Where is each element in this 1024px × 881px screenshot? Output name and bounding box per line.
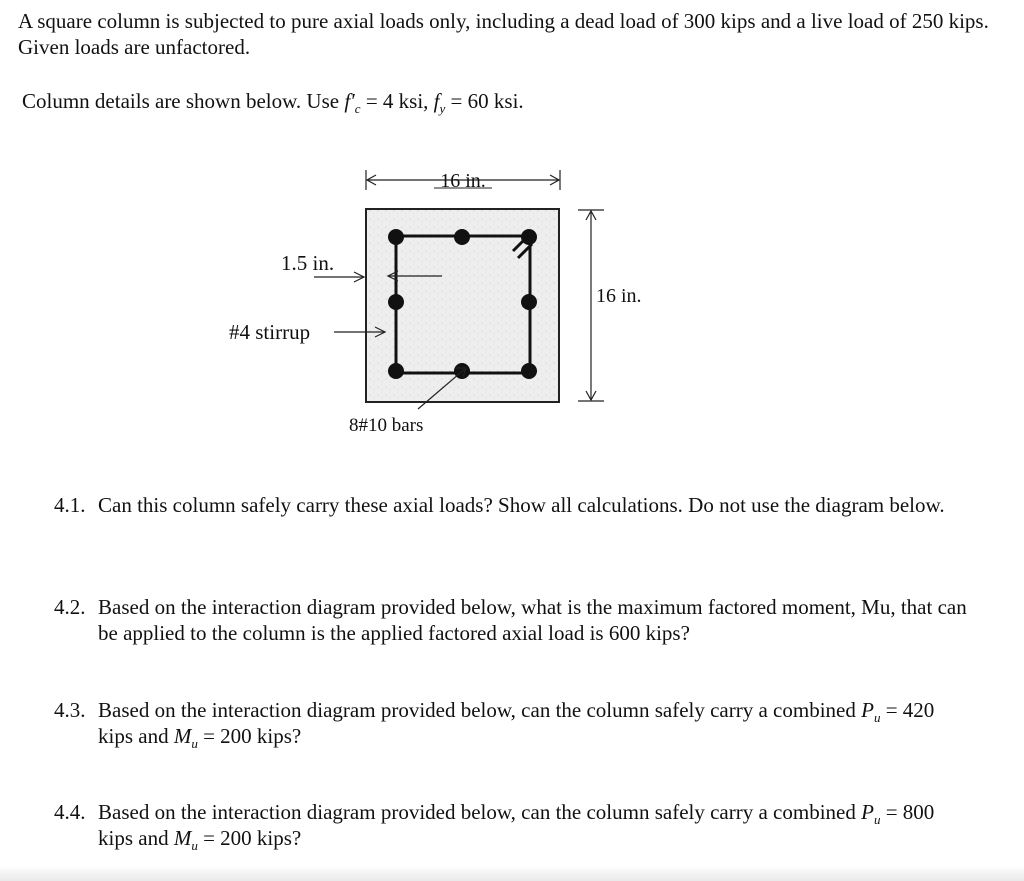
question-text bbox=[98, 697, 974, 752]
mu-value: = 200 kips? bbox=[197, 826, 302, 850]
width-label: 16 in. bbox=[440, 170, 486, 192]
fy-subscript: y bbox=[439, 101, 446, 117]
fc-symbol: f′ bbox=[344, 89, 355, 113]
question-number: 4.1. bbox=[54, 493, 86, 517]
question-text: Can this column safely carry these axial loads? Show all calculations. Do not use the diagram below. bbox=[98, 493, 945, 517]
height-label: 16 in. bbox=[596, 285, 642, 307]
column-details-line bbox=[22, 88, 1012, 117]
question-text-lead: Based on the interaction diagram provided below, can the column safely carry a combined bbox=[98, 698, 862, 722]
question-number: 4.2. bbox=[54, 595, 86, 619]
question-number: 4.4. bbox=[54, 800, 86, 824]
stirrup-leader-arrow bbox=[334, 327, 385, 337]
question-4-2 bbox=[54, 594, 974, 646]
mu-symbol: M bbox=[173, 724, 192, 748]
fy-value: = 60 ksi. bbox=[445, 89, 524, 113]
pu-subscript: u bbox=[873, 710, 881, 726]
pu-value: = 420 kips and bbox=[98, 698, 935, 748]
pu-subscript: u bbox=[873, 812, 881, 828]
stirrup-label: #4 stirrup bbox=[229, 320, 311, 344]
rebar bbox=[388, 294, 404, 310]
question-4-3 bbox=[54, 697, 974, 752]
details-prefix: Column details are shown below. Use bbox=[22, 89, 345, 113]
mu-value: = 200 kips? bbox=[197, 724, 302, 748]
mu-subscript: u bbox=[191, 838, 198, 854]
fc-value: = 4 ksi, bbox=[360, 89, 434, 113]
pu-symbol: P bbox=[861, 698, 874, 722]
question-text-lead: Based on the interaction diagram provided below, can the column safely carry a combined bbox=[98, 800, 862, 824]
pu-value: = 800 kips and bbox=[98, 800, 935, 850]
fy-symbol: f bbox=[433, 89, 440, 113]
question-text: Based on the interaction diagram provided below, what is the maximum factored moment, Mu, that can be applied to the column is the applied factored axial load is 600 kips? bbox=[98, 595, 967, 645]
rebar bbox=[388, 363, 404, 379]
question-number: 4.3. bbox=[54, 698, 86, 722]
mu-symbol: M bbox=[173, 826, 192, 850]
pu-symbol: P bbox=[861, 800, 874, 824]
bottom-edge-shade bbox=[0, 866, 1024, 881]
question-4-1 bbox=[54, 492, 974, 518]
bars-label: 8#10 bars bbox=[349, 415, 424, 436]
problem-statement: A square column is subjected to pure axial loads only, including a dead load of 300 kips and a live load of 250 kips. Given loads are unfactored. bbox=[18, 9, 989, 59]
rebar bbox=[454, 229, 470, 245]
column-cross-section-figure bbox=[210, 160, 642, 450]
rebar bbox=[521, 229, 537, 245]
cover-label: 1.5 in. bbox=[281, 251, 335, 275]
mu-subscript: u bbox=[191, 736, 198, 752]
question-4-4 bbox=[54, 799, 974, 854]
question-text bbox=[98, 799, 974, 854]
fc-subscript: c bbox=[354, 101, 361, 117]
rebar bbox=[521, 363, 537, 379]
rebar bbox=[388, 229, 404, 245]
rebar bbox=[521, 294, 537, 310]
